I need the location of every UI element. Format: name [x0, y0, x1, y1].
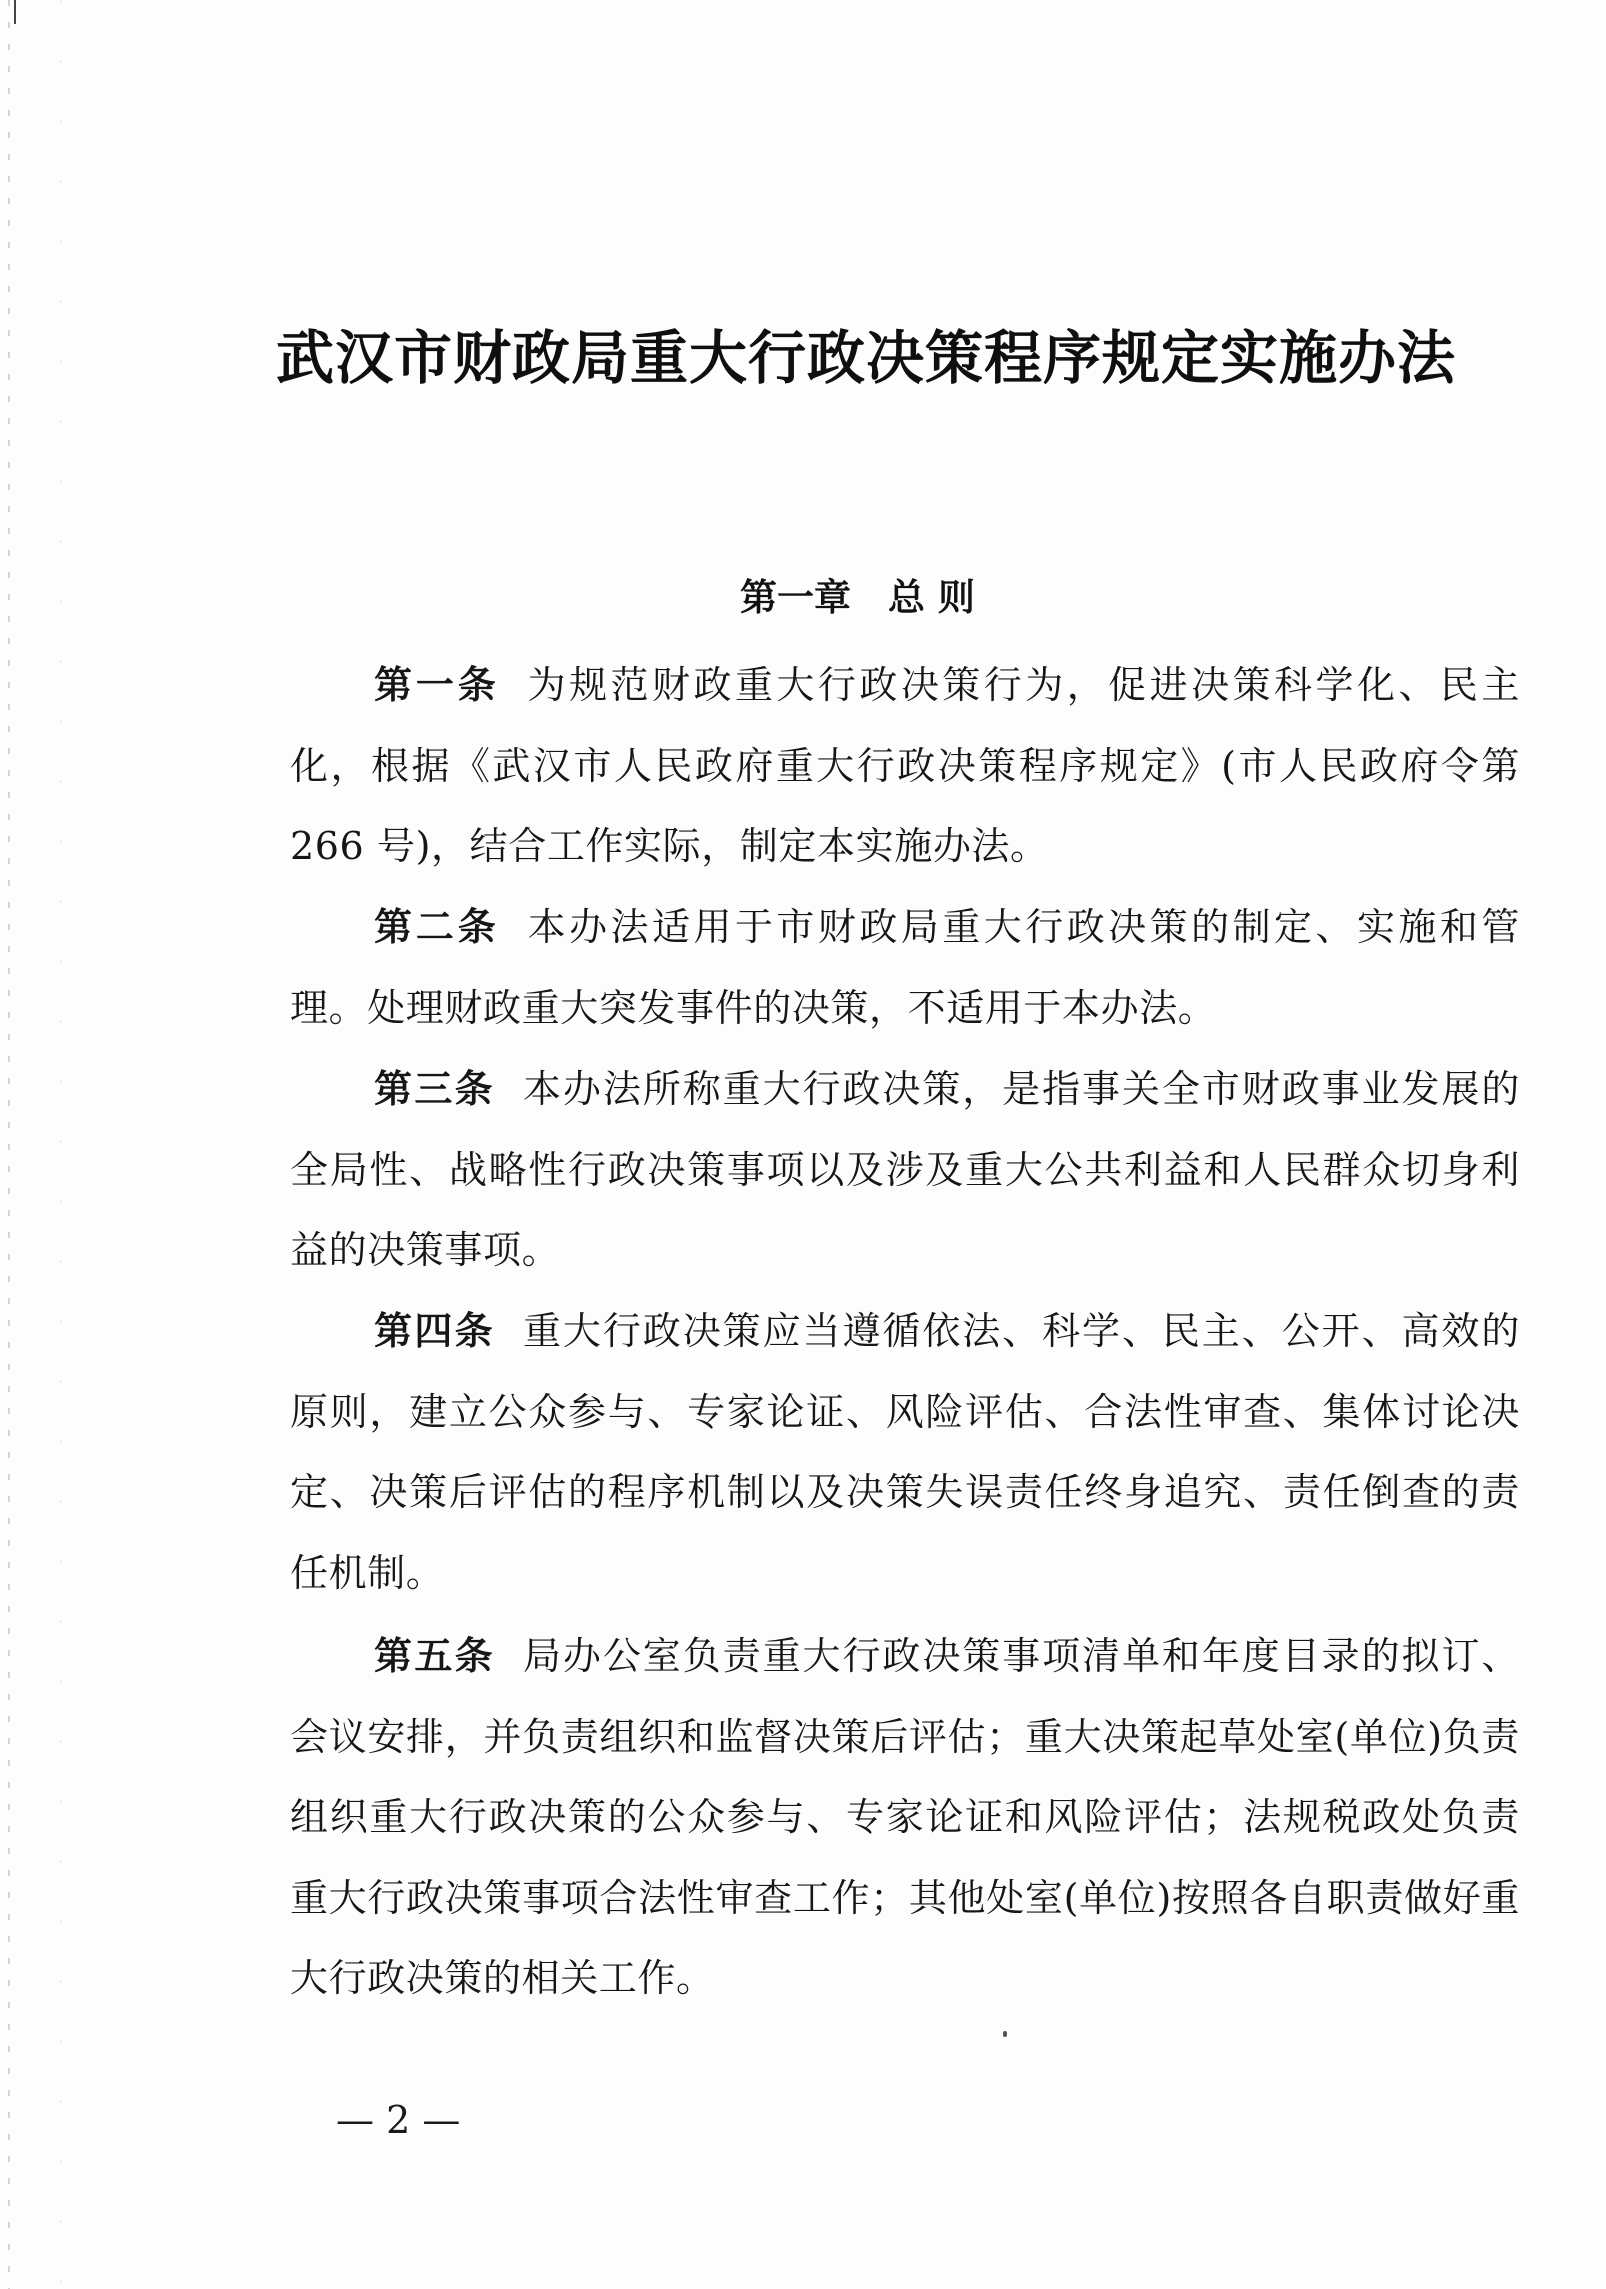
article-1 [290, 645, 1520, 887]
article-text: 本办法所称重大行政决策，是指事关全市财政事业发展的全局性、战略性行政决策事项以及涉及重大公共利益和人民群众切身利益的决策事项。 [290, 1067, 1520, 1272]
article-label: 第五条 [374, 1634, 495, 1678]
page-number: — 2 — [336, 2098, 461, 2142]
article-text: 本办法适用于市财政局重大行政决策的制定、实施和管理。处理财政重大突发事件的决策，不适用于本办法。 [290, 905, 1520, 1030]
article-text: 重大行政决策应当遵循依法、科学、民主、公开、高效的原则，建立公众参与、专家论证、风险评估、合法性审查、集体讨论决定、决策后评估的程序机制以及决策失误责任终身追究、责任倒查的责任机制。 [290, 1309, 1520, 1595]
article-2 [290, 887, 1520, 1048]
article-3 [290, 1049, 1520, 1291]
article-label: 第四条 [374, 1309, 495, 1353]
article-text: 为规范财政重大行政决策行为，促进决策科学化、民主化，根据《武汉市人民政府重大行政决策程序规定》(市人民政府令第 266 号)，结合工作实际，制定本实施办法。 [290, 663, 1520, 868]
scan-speck [1003, 2031, 1007, 2037]
article-5 [290, 1616, 1520, 2019]
chapter-heading: 第一章 总 则 [740, 576, 975, 619]
article-label: 第三条 [374, 1067, 495, 1111]
binding-edge-marks [8, 0, 10, 2289]
article-4 [290, 1291, 1520, 1613]
binding-edge-marks-secondary [60, 0, 61, 2289]
article-text: 局办公室负责重大行政决策事项清单和年度目录的拟订、会议安排，并负责组织和监督决策后评估；重大决策起草处室(单位)负责组织重大行政决策的公众参与、专家论证和风险评估；法规税政处负责重大行政决策事项合法性审查工作；其他处室(单位)按照各自职责做好重大行政决策的相关工作。 [290, 1634, 1520, 2000]
binding-edge-tick [14, 0, 16, 24]
article-label: 第二条 [374, 905, 500, 949]
document-title: 武汉市财政局重大行政决策程序规定实施办法 [276, 324, 1457, 392]
article-label: 第一条 [374, 663, 500, 707]
